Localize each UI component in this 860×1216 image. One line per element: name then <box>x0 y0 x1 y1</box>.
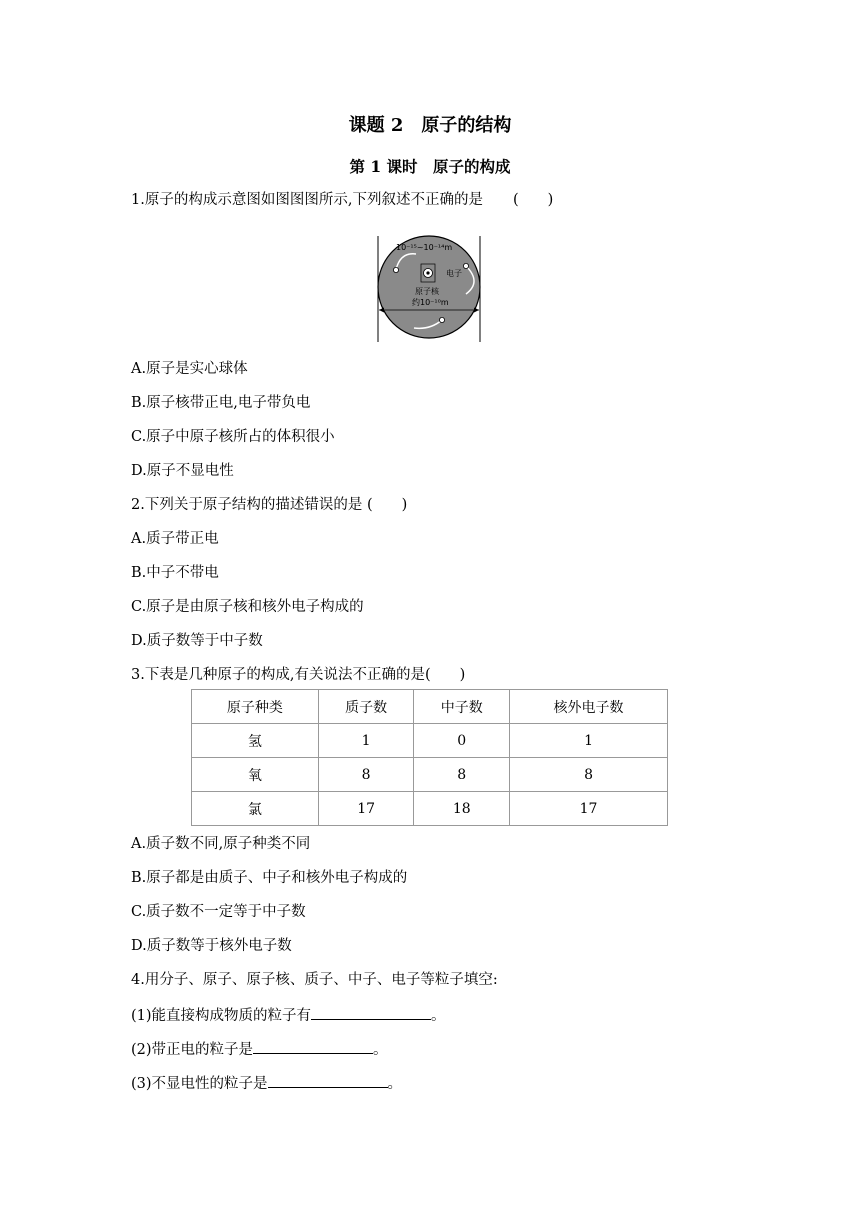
table-row <box>192 758 668 792</box>
q3-option-a: A.质子数不同,原子种类不同 <box>131 836 311 852</box>
q3-option-c: C.质子数不一定等于中子数 <box>131 904 306 920</box>
page-subtitle: 第 1 课时 原子的构成 <box>349 157 511 176</box>
table-cell: 氢 <box>192 724 319 758</box>
table-cell: 1 <box>510 724 668 758</box>
table-cell: 0 <box>414 724 510 758</box>
q2-option-a: A.质子带正电 <box>131 531 219 547</box>
page-title: 课题 2 原子的结构 <box>348 115 512 136</box>
question-4-stem: 4.用分子、原子、原子核、质子、中子、电子等粒子填空: <box>131 972 498 988</box>
table-cell: 8 <box>510 758 668 792</box>
table-cell: 氧 <box>192 758 319 792</box>
table-cell: 1 <box>318 724 414 758</box>
atom-composition-table <box>191 689 668 826</box>
table-header-cell: 质子数 <box>318 690 414 724</box>
answer-blank[interactable] <box>311 1005 431 1020</box>
svg-text:10⁻¹⁵~10⁻¹⁴m: 10⁻¹⁵~10⁻¹⁴m <box>396 243 453 252</box>
table-header-cell: 核外电子数 <box>510 690 668 724</box>
answer-blank[interactable] <box>268 1073 388 1088</box>
table-cell: 17 <box>318 792 414 826</box>
table-row <box>192 792 668 826</box>
table-cell: 8 <box>318 758 414 792</box>
table-header-cell: 原子种类 <box>192 690 319 724</box>
q1-option-b: B.原子核带正电,电子带负电 <box>131 395 311 411</box>
question-3-stem: 3.下表是几种原子的构成,有关说法不正确的是( ) <box>131 667 466 683</box>
table-cell: 氯 <box>192 792 319 826</box>
svg-text:约10⁻¹⁰m: 约10⁻¹⁰m <box>412 298 449 307</box>
table-cell: 8 <box>414 758 510 792</box>
table-row <box>192 724 668 758</box>
q4-item-2: (2)带正电的粒子是 。 <box>131 1039 388 1059</box>
table-cell: 17 <box>510 792 668 826</box>
question-2-stem: 2.下列关于原子结构的描述错误的是 ( ) <box>131 497 408 513</box>
table-header-cell: 中子数 <box>414 690 510 724</box>
table-header-row <box>192 690 668 724</box>
q4-item-1: (1)能直接构成物质的粒子有 。 <box>131 1005 446 1025</box>
q3-option-b: B.原子都是由质子、中子和核外电子构成的 <box>131 870 408 886</box>
question-1-stem: 1.原子的构成示意图如图图图所示,下列叙述不正确的是 ( ) <box>131 192 554 208</box>
table-cell: 18 <box>414 792 510 826</box>
q2-option-d: D.质子数等于中子数 <box>131 633 263 649</box>
q1-option-c: C.原子中原子核所占的体积很小 <box>131 429 335 445</box>
q2-option-b: B.中子不带电 <box>131 565 219 581</box>
atom-structure-diagram <box>370 234 488 344</box>
q3-option-d: D.质子数等于核外电子数 <box>131 938 292 954</box>
svg-text:电子: 电子 <box>446 269 462 278</box>
q1-option-d: D.原子不显电性 <box>131 463 234 479</box>
q1-option-a: A.原子是实心球体 <box>131 361 248 377</box>
answer-blank[interactable] <box>253 1039 373 1054</box>
q4-item-3: (3)不显电性的粒子是 。 <box>131 1073 402 1093</box>
q2-option-c: C.原子是由原子核和核外电子构成的 <box>131 599 364 615</box>
svg-text:原子核: 原子核 <box>415 287 439 296</box>
